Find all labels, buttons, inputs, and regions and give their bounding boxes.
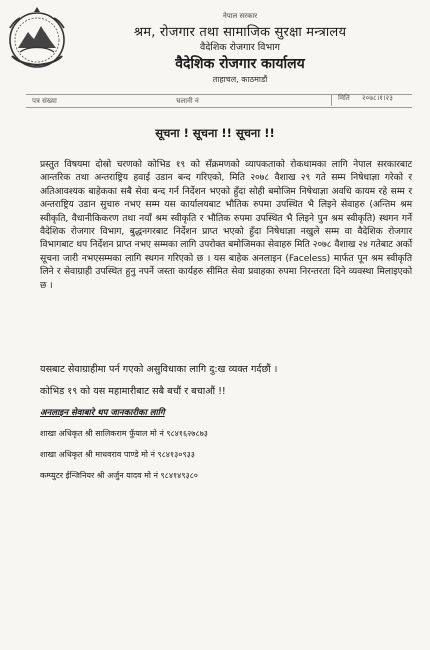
- apology-line: यसबाट सेवाग्राहीमा पर्न गएको असुविधाका लागि दु:ख व्यक्त गर्दछौं ।: [40, 364, 278, 375]
- dispatch-number-label: चलानी नं: [176, 97, 199, 105]
- ministry-name: श्रम, रोजगार तथा सामाजिक सुरक्षा मन्त्रालय: [133, 25, 347, 40]
- date-box: [331, 94, 410, 106]
- office-name: वैदेशिक रोजगार कार्यालय: [175, 56, 305, 72]
- reference-bar: [26, 94, 412, 108]
- covid-slogan: कोभिड १९ को यस महामारीबाट सबै बचौं र बचाऔं !!: [40, 386, 226, 397]
- contact-item: कम्प्युटर ईन्जिनियर श्री अर्जुन यादव मो नं ९८४१४९३८०: [40, 471, 198, 480]
- date-label: मिति: [338, 94, 350, 102]
- government-label: नेपाल सरकार: [222, 12, 258, 20]
- department-name: वैदेशिक रोजगार विभाग: [200, 42, 280, 53]
- contact-item: शाखा अधिकृत श्री सालिकराम फुँयाल मो नं ९८४१६२७८७३: [40, 429, 208, 438]
- date-value: २०७८।१।२३: [362, 94, 393, 102]
- contacts-heading: अनलाइन सेवाबारे थप जानकारीका लागि: [40, 408, 165, 418]
- notice-title: सूचना ! सूचना !! सूचना !!: [155, 126, 275, 140]
- office-location: ताहाचल, काठमाडौं: [212, 75, 268, 84]
- contact-item: शाखा अधिकृत श्री माधवराव पाण्डे मो नं ९८४१३०९३३: [40, 450, 195, 459]
- letter-number-label: पत्र संख्या: [32, 97, 57, 105]
- nepal-emblem-icon: [4, 6, 70, 70]
- notice-body: प्रस्तुत विषयमा दोस्रो चरणको कोभिड १९ को सँक्रमणको व्यापकताको रोकथामका लागि नेपाल सरकारबाट आन्तरिक तथा अन्तराष्ट्रिय हवाई उडान बन्द गरिएको, मिति २०७८ वैशाख २९ गते सम्म निषेधाज्ञा गरेको र अतिआवश्यक बाहेकका सबै सेवा बन्द गर्न निर्देशन भएको हुँदा सोही बमोजिम निषेधाज्ञा अवधि कायम रहे सम्म र अन्तराष्ट्रिय उडान सुचारु नभए सम्म यस कार्यालयबाट भौतिक रुपमा उपस्थित भै लिइने सेवाहरु (अन्तिम श्रम स्वीकृति, वैधानीकिकरण तथा नयाँ श्रम स्वीकृति र भौतिक रुपमा उपस्थित भै लिइने पुन श्रम स्वीकृति) स्थगन गर्ने वैदेशिक रोजगार विभाग, बुद्धनगरबाट निर्देशन प्राप्त भएको हुँदा निषेधाज्ञा नखुले सम्म वा वैदेशिक रोजगार विभागबाट थप निर्देशन प्राप्त नभए सम्मका लागि उपरोक्त बमोजिमका सेवाहरु मिति २०७८ वैशाख २४ गतेबाट अर्को सूचना जारी नभएसम्मका लागि स्थगन गरिएको छ । यस बाहेक अनलाइन (Faceless) मार्फत पून श्रम स्वीकृति लिने र सेवाग्राही उपस्थित हुनु नपर्ने जस्ता कार्यहरु सीमित सेवा प्रवाहका रुपमा निरन्तरता दिने व्यवस्था मिलाइएको छ ।: [40, 159, 412, 291]
